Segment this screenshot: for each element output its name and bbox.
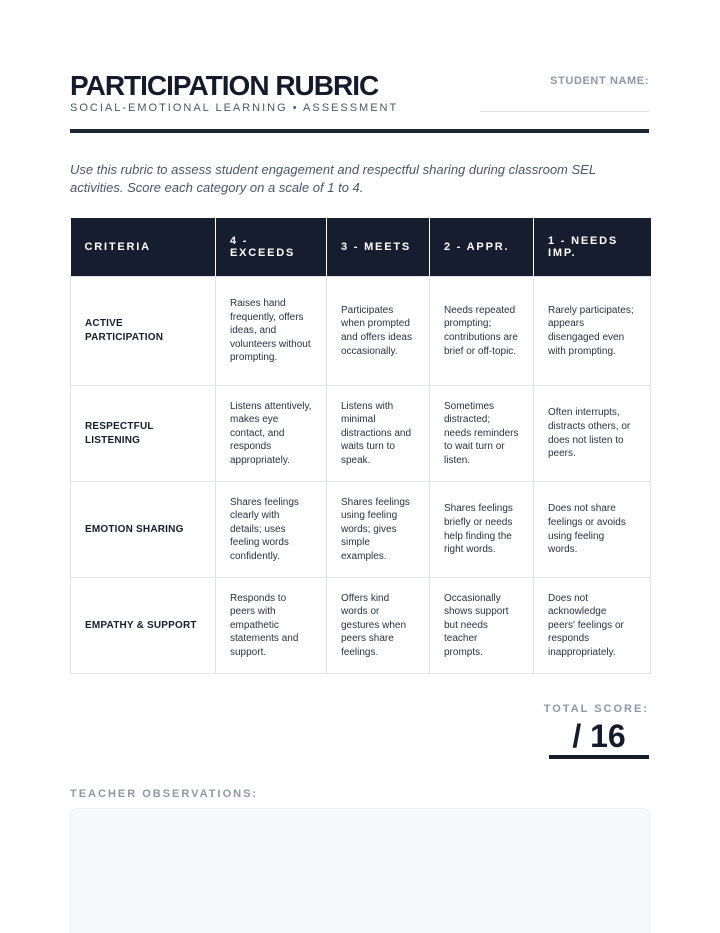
page-subtitle: SOCIAL-EMOTIONAL LEARNING • ASSESSMENT xyxy=(70,102,399,114)
total-score-underline xyxy=(549,755,649,759)
table-row xyxy=(71,578,651,674)
rubric-cell: Shares feelings clearly with details; uses feeling words confidently. xyxy=(216,482,327,578)
criteria-cell: RESPECTFUL LISTENING xyxy=(71,386,216,482)
rubric-table xyxy=(70,218,651,674)
column-header-meets: 3 - MEETS xyxy=(327,218,430,277)
table-row xyxy=(71,482,651,578)
criteria-cell: ACTIVE PARTICIPATION xyxy=(71,277,216,386)
observations-field[interactable] xyxy=(70,808,650,933)
rubric-cell: Responds to peers with empathetic statements and support. xyxy=(216,578,327,674)
column-header-approaching: 2 - APPR. xyxy=(430,218,534,277)
rubric-cell: Rarely participates; appears disengaged even with prompting. xyxy=(534,277,651,386)
rubric-cell: Shares feelings briefly or needs help finding the right words. xyxy=(430,482,534,578)
column-header-criteria: CRITERIA xyxy=(71,218,216,277)
rubric-cell: Participates when prompted and offers ideas occasionally. xyxy=(327,277,430,386)
rubric-cell: Shares feelings using feeling words; gives simple examples. xyxy=(327,482,430,578)
total-score-label: TOTAL SCORE: xyxy=(543,703,649,715)
page-title: PARTICIPATION RUBRIC xyxy=(70,70,379,101)
rubric-cell: Occasionally shows support but needs teacher prompts. xyxy=(430,578,534,674)
criteria-cell: EMOTION SHARING xyxy=(71,482,216,578)
rubric-cell: Does not share feelings or avoids using feeling words. xyxy=(534,482,651,578)
rubric-cell: Listens with minimal distractions and waits turn to speak. xyxy=(327,386,430,482)
rubric-cell: Often interrupts, distracts others, or does not listen to peers. xyxy=(534,386,651,482)
rubric-cell: Does not acknowledge peers' feelings or responds inappropriately. xyxy=(534,578,651,674)
header-divider xyxy=(70,129,649,133)
intro-text: Use this rubric to assess student engagement and respectful sharing during classroom SEL activities. Score each category on a scale of 1 to 4. xyxy=(70,162,596,195)
observations-label: TEACHER OBSERVATIONS: xyxy=(70,788,259,800)
table-header-row xyxy=(71,218,651,277)
table-row xyxy=(71,386,651,482)
table-row xyxy=(71,277,651,386)
column-header-exceeds: 4 - EXCEEDS xyxy=(216,218,327,277)
student-name-label: STUDENT NAME: xyxy=(550,75,649,87)
rubric-cell: Raises hand frequently, offers ideas, and volunteers without prompting. xyxy=(216,277,327,386)
rubric-cell: Offers kind words or gestures when peers share feelings. xyxy=(327,578,430,674)
student-name-field[interactable] xyxy=(480,111,649,112)
rubric-cell: Listens attentively, makes eye contact, and responds appropriately. xyxy=(216,386,327,482)
rubric-cell: Sometimes distracted; needs reminders to wait turn or listen. xyxy=(430,386,534,482)
rubric-cell: Needs repeated prompting; contributions are brief or off-topic. xyxy=(430,277,534,386)
total-score-value: / 16 xyxy=(572,718,626,754)
criteria-cell: EMPATHY & SUPPORT xyxy=(71,578,216,674)
column-header-needs-improvement: 1 - NEEDS IMP. xyxy=(534,218,651,277)
